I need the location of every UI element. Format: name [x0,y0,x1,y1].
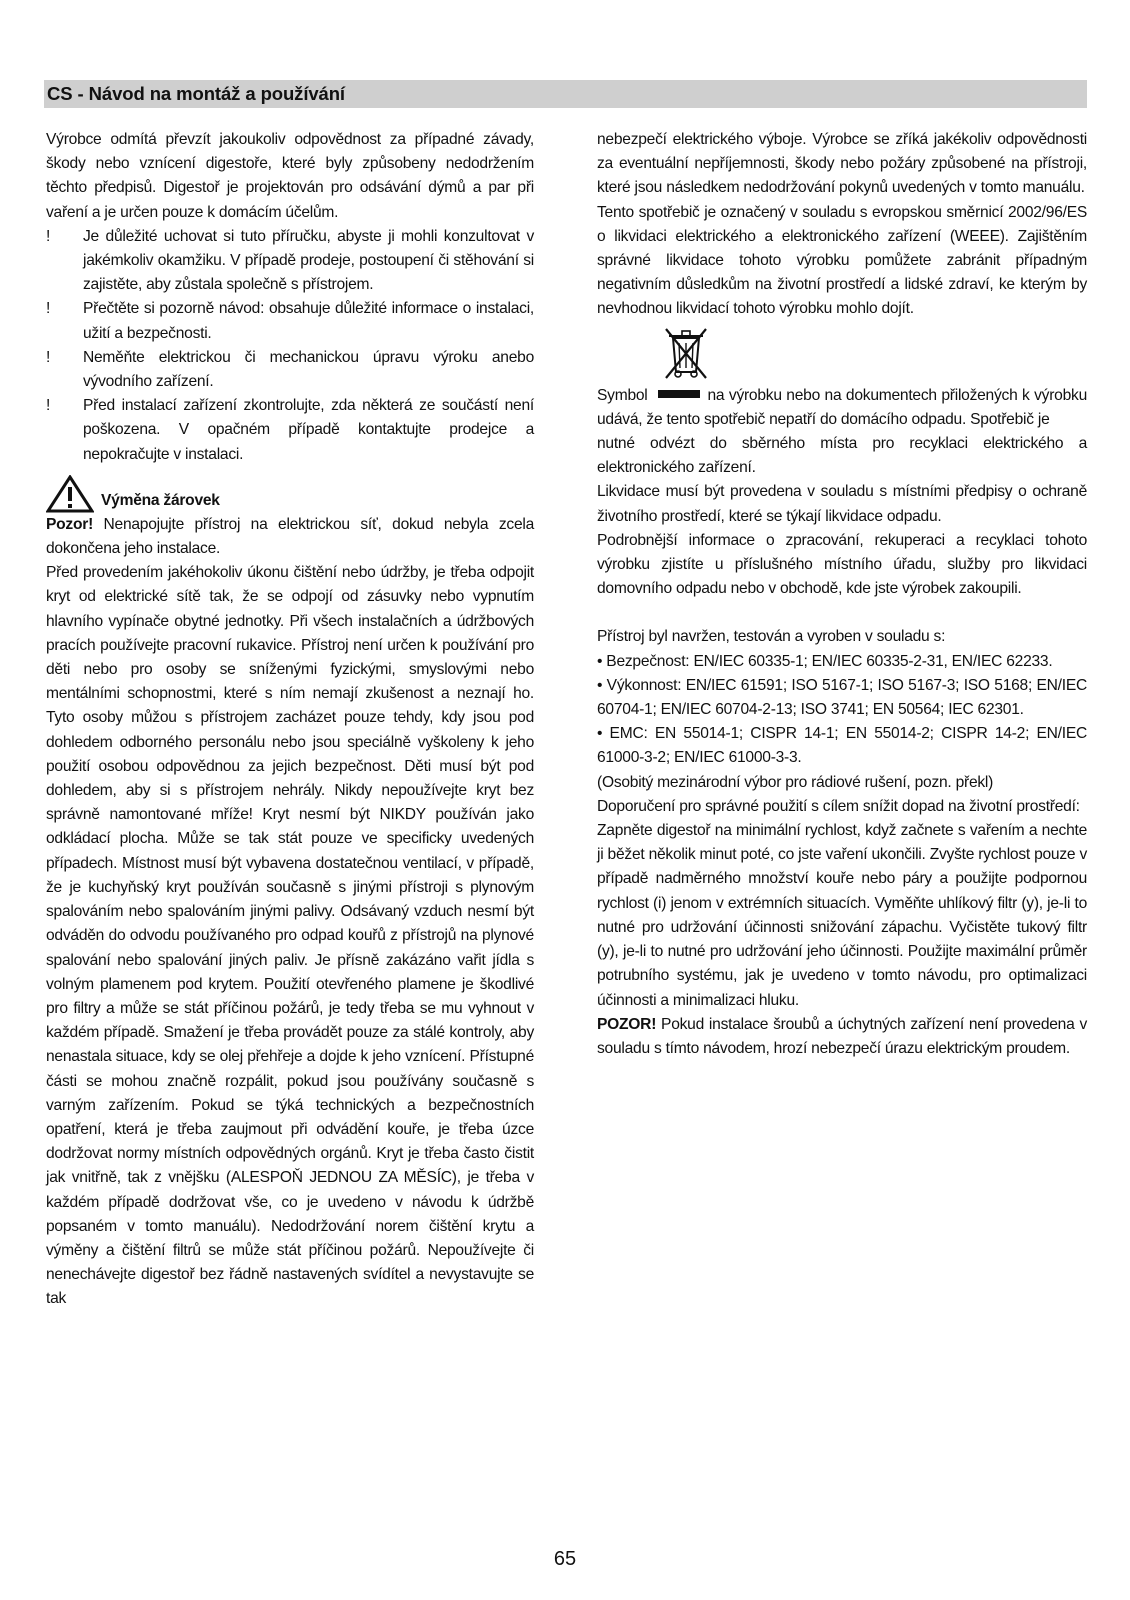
bullet-text: Přečtěte si pozorně návod: obsahuje důležité informace o instalaci, užití a bezpečnosti. [83,300,534,342]
info-paragraph: Podrobnější informace o zpracování, rekuperaci a recyklaci tohoto výrobku zjistíte u příslušného místního úřadu, služby pro likvidaci domovního odpadu nebo v obchodě, kde jste výrobek zakoupili. [597,531,1087,598]
bullet-text: Před instalací zařízení zkontrolujte, zda některá ze součástí není poškozena. V opačném případě kontaktujte prodejce a nepokračujte v instalaci. [83,397,534,463]
safety-bullet [46,394,534,467]
standard-safety: • Bezpečnost: EN/IEC 60335-1; EN/IEC 60335-2-31, EN/IEC 62233. [597,652,1053,670]
section-subtitle: Výměna žárovek [101,491,220,509]
symbol-paragraph [597,384,1087,432]
pozor-text: Pokud instalace šroubů a úchytných zařízení není provedena v souladu s tímto návodem, hrozí nebezpečí úrazu elektrickým proudem. [597,1015,1087,1057]
standard-emc: • EMC: EN 55014-1; CISPR 14-1; EN 55014-2; CISPR 14-2; EN/IEC 61000-3-2; EN/IEC 61000-3-3. [597,725,1087,767]
pozor-label: POZOR! [597,1015,657,1033]
collection-paragraph: nutné odvézt do sběrného místa pro recyklaci elektrického a elektronického zařízení. [597,435,1087,477]
page-number: 65 [553,1548,577,1570]
disposal-paragraph: Likvidace musí být provedena v souladu s místními předpisy o ochraně životního prostředí, které se týkají likvidace odpadu. [597,483,1087,525]
spacer [597,601,1087,625]
cispr-note: (Osobitý mezinárodní výbor pro rádiové rušení, pozn. překl) [597,773,994,791]
liability-paragraph: nebezpečí elektrického výboje. Výrobce se zříká jakékoliv odpovědnosti za eventuální nepříjemnosti, škody nebo požáry způsobené na přístroji, které jsou následkem nedodržování pokynů uvedených v tomto manuálu. [597,131,1087,197]
pozor-text: Nenapojujte přístroj na elektrickou síť, dokud nebyla zcela dokončena jeho instalace. [46,515,534,558]
left-column [46,128,534,1312]
safety-bullet [46,225,534,298]
eco-paragraph: Zapněte digestoř na minimální rychlost, když začnete s vařením a nechte ji běžet několik minut poté, co jste vaření ukončili. Zvyšte rychlost pouze v případě nadměrného množství kouře nebo páry a použijte podpornou rychlost (i) jenom v extrémních situacích. Vyměňte uhlíkový filtr (y), je-li to nutné pro udržování účinnosti snižování zápachu. Vyčistěte tukový filtr (y), je-li to nutné pro udržování jeho účinnosti. Použijte maximální průměr potrubního systému, jak je uvedeno v tomto návodu, pro optimalizaci účinnosti a minimalizaci hluku. [597,822,1087,1009]
safety-bullet [46,346,534,394]
eco-heading: Doporučení pro správné použití s cílem snížit dopad na životní prostředí: [597,797,1080,815]
safety-bullet [46,297,534,345]
symbol-word: Symbol [597,386,648,404]
black-bar-symbol [658,390,700,398]
warning-triangle-icon [46,475,94,513]
exclamation-mark: ! [46,227,51,245]
exclamation-mark: ! [46,397,51,415]
pozor-label: Pozor! [46,515,94,533]
bullet-text: Je důležité uchovat si tuto příručku, abyste ji mohli konzultovat v jakémkoliv okamžiku. V případě prodeje, postoupení či stěhování si zajistěte, aby zůstala společně s přístrojem. [83,227,534,294]
intro-paragraph: Výrobce odmítá převzít jakoukoliv odpovědnost za případné závady, škody nebo vznícení digestoře, které byly způsobeny nedodržením těchto předpisů. Digestoř je projektován pro odsávání dýmů a par při vaření a je určen pouze k domácím účelům. [46,131,534,221]
page-title: CS - Návod na montáž a používání [47,83,345,104]
right-column [597,128,1087,1061]
standards-intro: Přístroj byl navržen, testován a vyroben v souladu s: [597,628,946,646]
pozor-paragraph-right [597,1013,1087,1061]
standard-performance: • Výkonnost: EN/IEC 61591; ISO 5167-1; ISO 5167-3; ISO 5168; EN/IEC 60704-1; EN/IEC 60704-2-13; ISO 3741; EN 50564; IEC 62301. [597,676,1087,719]
exclamation-mark: ! [46,300,51,318]
bullet-text: Neměňte elektrickou či mechanickou úpravu výroku anebo vývodního zařízení. [83,348,534,391]
symbol-text: na výrobku nebo na dokumentech přiložených k výrobku udává, že tento spotřebič nepatří do domácího odpadu. Spotřebič je [597,386,1087,428]
maintenance-paragraph: Před provedením jakéhokoliv úkonu čištění nebo údržby, je třeba odpojit kryt od elektrické sítě tak, že se odpojí od zásuvky nebo vypnutím hlavního vypínače obytné jednotky. Při všech instalačních a údržbových pracích používejte pracovní rukavice. Přístroj není určen k používání pro děti nebo pro osoby se sníženými fyzickými, smyslovými nebo mentálními schopnostmi, které s ním nemají zkušenost a neznají ho. Tyto osoby můžou s přístrojem zacházet pouze tehdy, kdy jsou pod dohledem odborného personálu nebo jsou speciálně vyškoleny k jeho použití osobou odpovědnou za jejich bezpečnost. Děti musí být pod dohledem, aby si s přístrojem nehrály. Nikdy nepoužívejte kryt bez správně namontované mříže! Kryt nesmí být NIKDY používán jako odkládací plocha. Může se tak stát pouze ve specificky uvedených případech. Místnost musí být vybavena dostatečnou ventilací, v případě, že je kuchyňský kryt používán současně s jinými přístroji s plynovým spalováním nebo spalováním jinými palivy. Odsávaný vzduch nesmí být odváděn do odvodu používaného pro odpad kouřů z přístrojů na plynové spalování nebo spalování jiných paliv. Je přísně zakázáno vařit jídla s volným plamenem pod krytem. Použití otevřeného plamene je škodlivé pro filtry a může se stát příčinou požárů, je tedy třeba se mu vyhnout v každém případě. Smažení je třeba provádět pouze za stálé kontroly, aby nenastala situace, kdy se olej přehřeje a dojde k jeho vznícení. Přístupné části se mohou značně rozpálit, pokud jsou používány současně s varným zařízením. Pokud se týká technických a bezpečnostních opatření, která je třeba zaujmout při odvádění kouře, je třeba úzce dodržovat normy místních odpovědných orgánů. Kryt je třeba často čistit jak vnitřně, tak z vnějšku (ALESPOŇ JEDNOU ZA MĚSÍC), je třeba v každém případě dodržovat vše, co je uvedeno v návodu k údržbě popsaném v tomto manuálu). Nedodržování norem čištění krytu a výměny a čištění filtrů se může stát příčinou požárů. Nepoužívejte či nenechávejte digestoř bez řádně nastavených svídítel a nevystavujte se tak [46,564,534,1308]
lamp-section-heading [46,475,534,513]
weee-paragraph: Tento spotřebič je označený v souladu s evropskou směrnicí 2002/96/ES o likvidaci elektrického a elektronického zařízení (WEEE). Zajištěním správné likvidace tohoto výrobku pomůžete zabránit případným negativním důsledkům na životní prostředí a lidské zdraví, ke kterým by nevhodnou likvidací tohoto výrobku mohlo dojít. [597,203,1087,318]
pozor-paragraph [46,513,534,561]
weee-symbol [597,326,1087,380]
exclamation-mark: ! [46,348,51,366]
crossed-bin-icon [663,326,709,380]
section-header [44,80,1087,108]
